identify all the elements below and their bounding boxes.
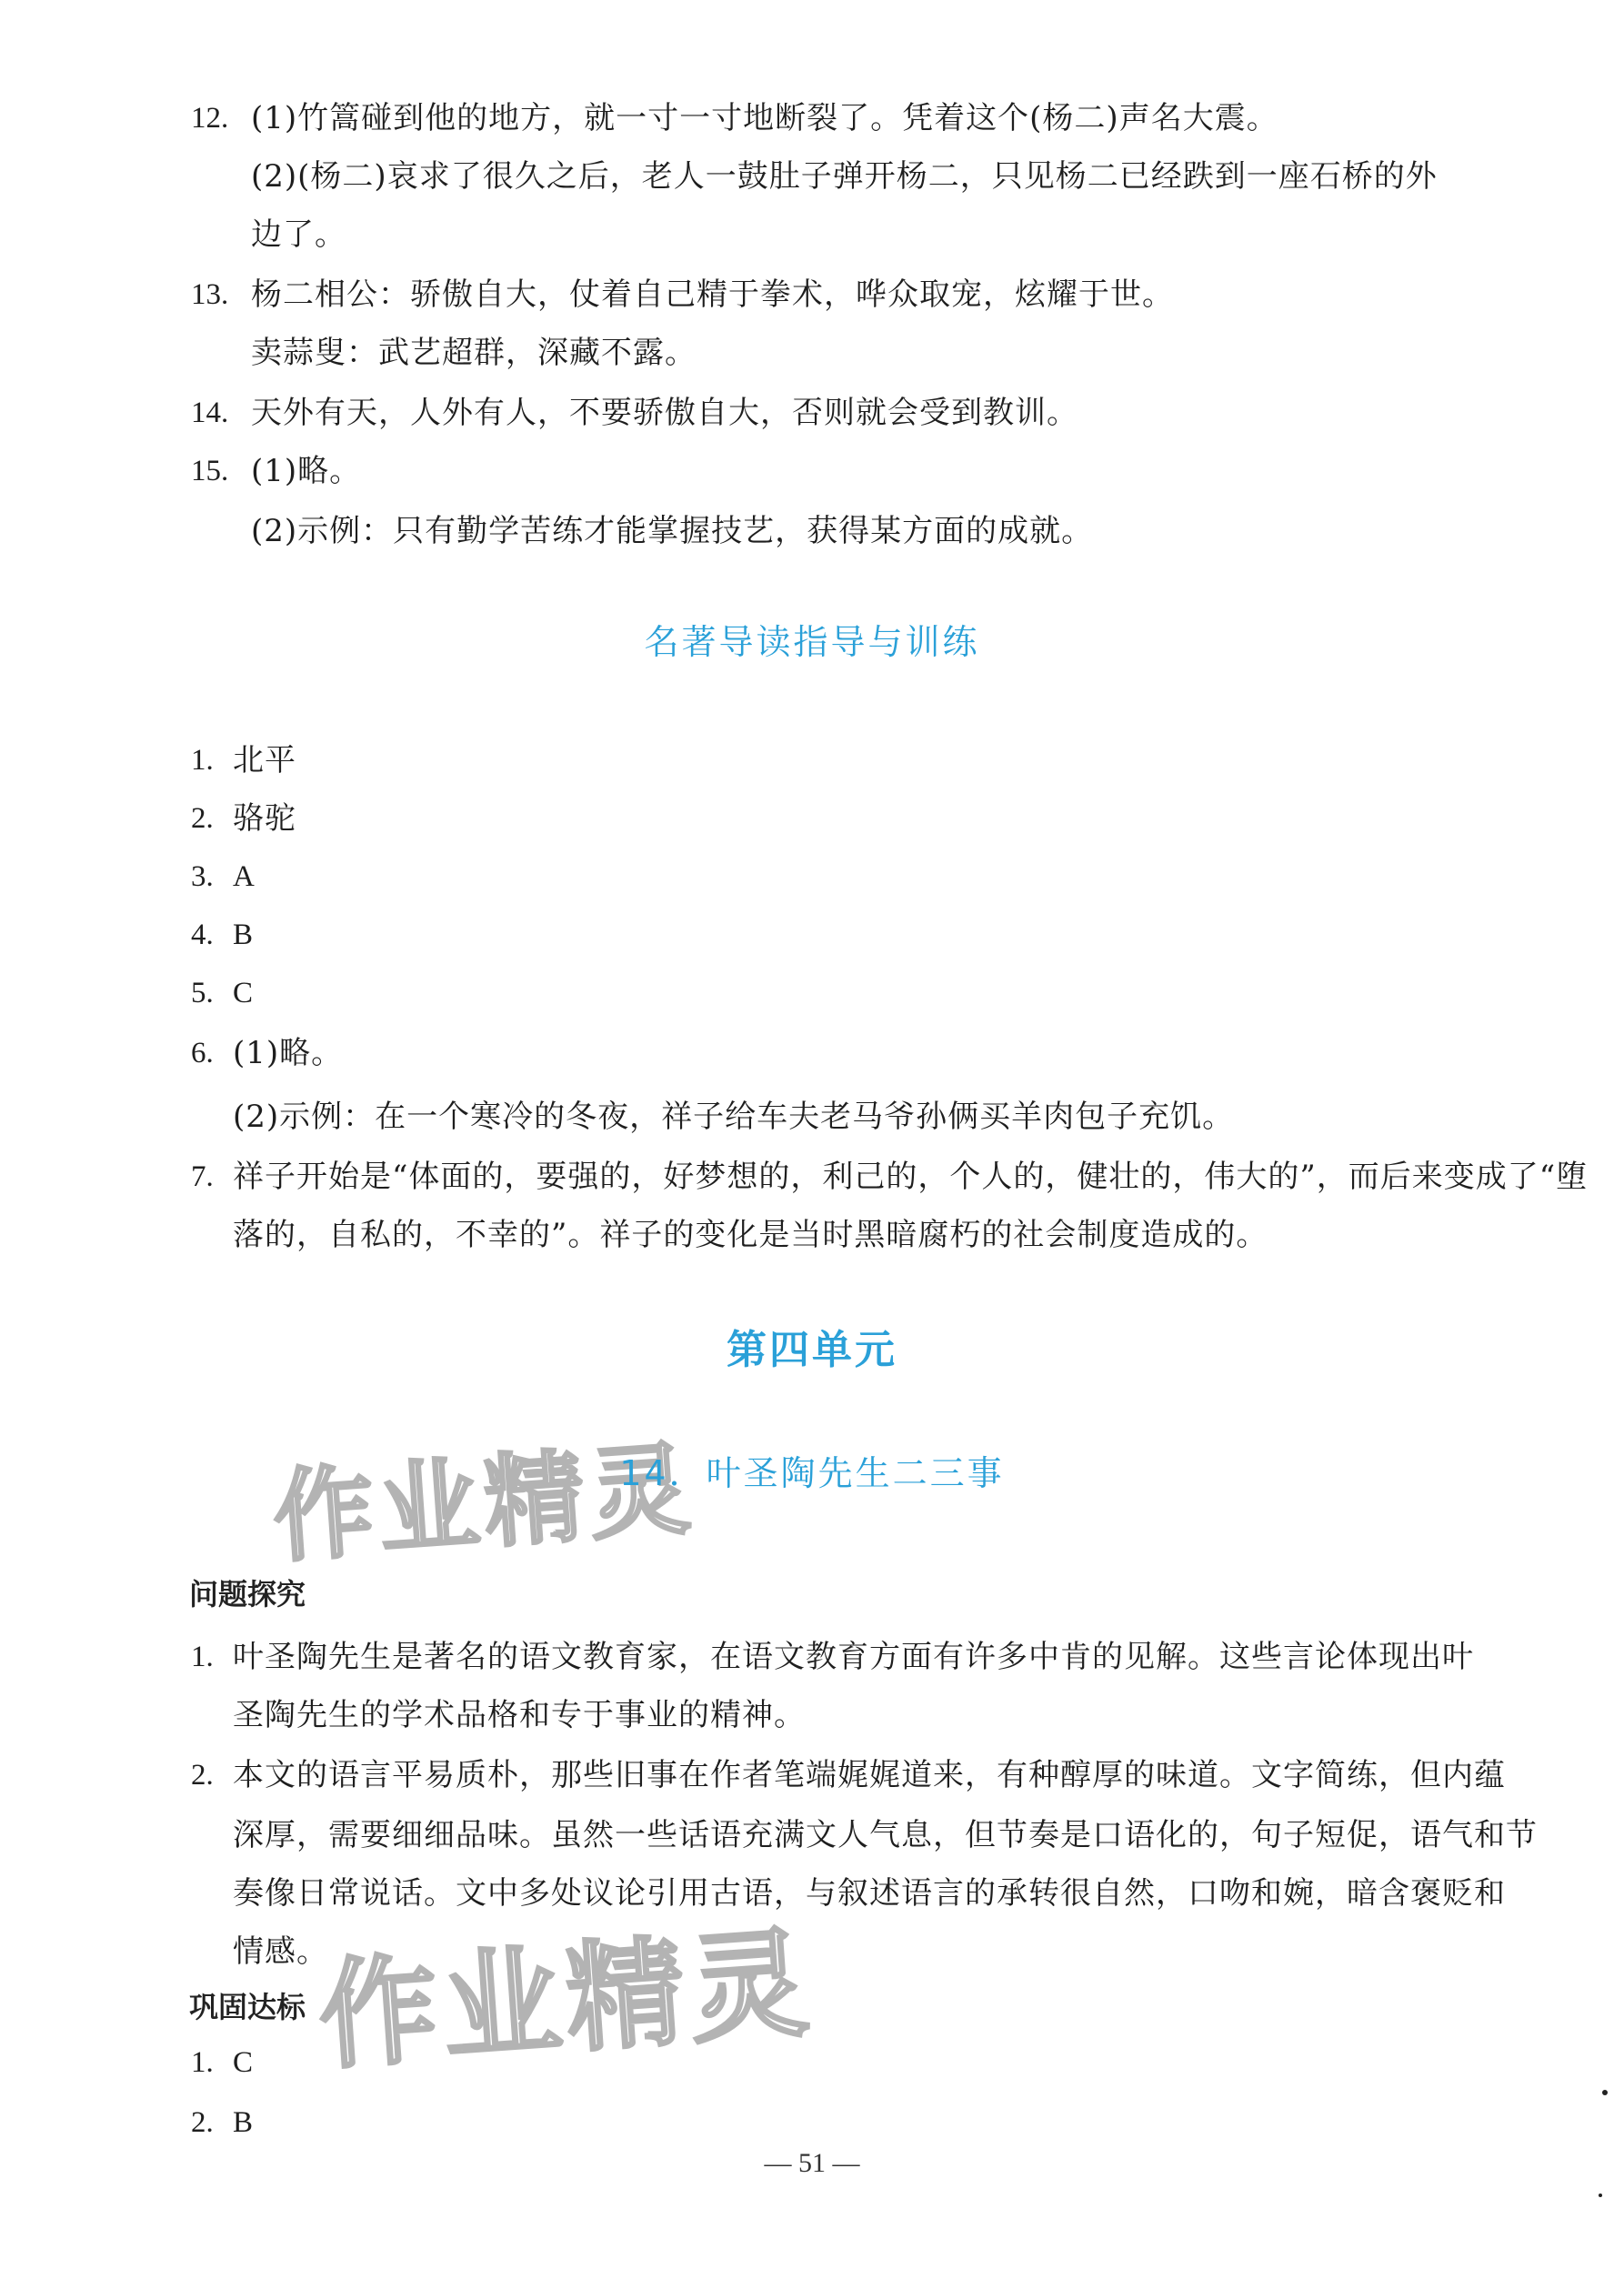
reading-3-answer: A xyxy=(233,860,255,893)
reading-2-answer: 骆驼 xyxy=(233,800,296,837)
explore-2-answer-4: 情感。 xyxy=(233,1933,328,1970)
q15-answer-2: (2)示例：只有勤学苦练才能掌握技艺，获得某方面的成就。 xyxy=(251,513,1094,549)
heading-classic-reading: 名著导读指导与训练 xyxy=(644,622,980,662)
q12-answer-2: (2)(杨二)哀求了很久之后，老人一鼓肚子弹开杨二，只见杨二已经跌到一座石桥的外 xyxy=(251,158,1438,195)
explore-1-number: 1. xyxy=(191,1641,214,1673)
reading-6-number: 6. xyxy=(191,1037,214,1069)
heading-unit: 第四单元 xyxy=(727,1327,897,1373)
reading-5-number: 5. xyxy=(191,977,214,1009)
scan-speck xyxy=(1599,2194,1602,2197)
reading-7-number: 7. xyxy=(191,1160,214,1193)
section-consolidate: 巩固达标 xyxy=(189,1990,306,2024)
reading-6-answer-1: (1)略。 xyxy=(233,1035,344,1071)
reading-5-answer: C xyxy=(233,977,254,1009)
reading-3-number: 3. xyxy=(191,860,214,893)
watermark-bottom: 作业精灵 xyxy=(315,1913,818,2086)
q13-answer-2: 卖蒜叟：武艺超群，深藏不露。 xyxy=(251,335,697,371)
q13-answer-1: 杨二相公：骄傲自大，仗着自己精于拳术，哗众取宠，炫耀于世。 xyxy=(251,276,1174,313)
explore-1-answer-2: 圣陶先生的学术品格和专于事业的精神。 xyxy=(233,1697,806,1733)
watermark-top: 作业精灵 xyxy=(269,1430,699,1577)
q12-answer-1: (1)竹篙碰到他的地方，就一寸一寸地断裂了。凭着这个(杨二)声名大震。 xyxy=(251,100,1278,136)
section-explore: 问题探究 xyxy=(189,1577,306,1611)
reading-2-number: 2. xyxy=(191,802,214,835)
reading-1-answer: 北平 xyxy=(233,742,296,778)
reading-6-answer-2: (2)示例：在一个寒冷的冬夜，祥子给车夫老马爷孙俩买羊肉包子充饥。 xyxy=(233,1099,1235,1135)
q12-answer-2-cont: 边了。 xyxy=(251,216,346,253)
explore-2-number: 2. xyxy=(191,1759,214,1792)
consolidate-2-answer: B xyxy=(233,2106,254,2139)
heading-lesson: 14．叶圣陶先生二三事 xyxy=(619,1453,1005,1493)
explore-2-answer-2: 深厚，需要细细品味。虽然一些话语充满文人气息，但节奏是口语化的，句子短促，语气和节 xyxy=(233,1817,1538,1853)
consolidate-1-number: 1. xyxy=(191,2046,214,2079)
scan-speck xyxy=(1602,2090,1608,2095)
reading-1-number: 1. xyxy=(191,744,214,777)
reading-4-number: 4. xyxy=(191,919,214,951)
reading-7-answer-2: 落的，自私的，不幸的”。祥子的变化是当时黑暗腐朽的社会制度造成的。 xyxy=(233,1217,1268,1253)
q13-number: 13. xyxy=(191,278,229,311)
reading-4-answer: B xyxy=(233,919,254,951)
q15-number: 15. xyxy=(191,455,229,487)
reading-7-answer-1: 祥子开始是“体面的，要强的，好梦想的，利己的，个人的，健壮的，伟大的”，而后来变成了“堕 xyxy=(233,1159,1589,1195)
consolidate-1-answer: C xyxy=(233,2046,254,2079)
explore-2-answer-1: 本文的语言平易质朴，那些旧事在作者笔端娓娓道来，有种醇厚的味道。文字简练，但内蕴 xyxy=(233,1757,1506,1793)
explore-2-answer-3: 奏像日常说话。文中多处议论引用古语，与叙述语言的承转很自然，口吻和婉，暗含褒贬和 xyxy=(233,1875,1506,1912)
consolidate-2-number: 2. xyxy=(191,2106,214,2139)
explore-1-answer-1: 叶圣陶先生是著名的语文教育家，在语文教育方面有许多中肯的见解。这些言论体现出叶 xyxy=(233,1639,1474,1675)
q14-answer: 天外有天，人外有人，不要骄傲自大，否则就会受到教训。 xyxy=(251,395,1078,431)
q12-number: 12. xyxy=(191,102,229,135)
q14-number: 14. xyxy=(191,397,229,429)
page-number: — 51 — xyxy=(764,2148,860,2178)
q15-answer-1: (1)略。 xyxy=(251,453,362,489)
